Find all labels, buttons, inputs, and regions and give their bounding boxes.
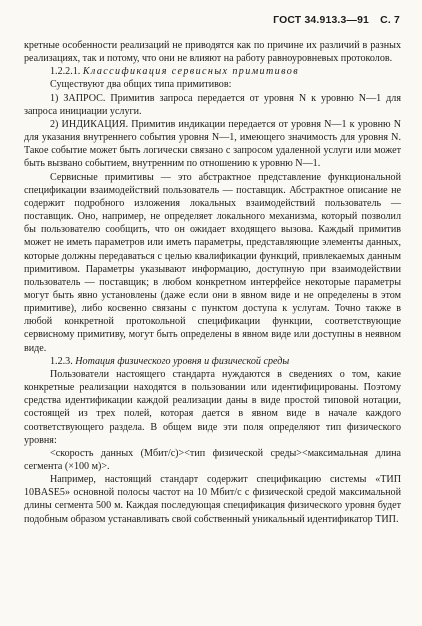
section-title: Нотация физического уровня и физической среды	[75, 355, 290, 367]
paragraph-two-types: Существуют два общих типа примитивов:	[50, 79, 232, 91]
section-number: 1.2.2.1.	[50, 66, 83, 78]
notation-formula: <скорость данных (Мбит/с)><тип физической среды><максимальная длина сегмента (×100 м)>.	[24, 447, 401, 472]
list-item-request: 1) ЗАПРОС. Примитив запроса передается от уровня N к уровню N—1 для запроса инициации услуги.	[24, 92, 401, 117]
list-item-indication: 2) ИНДИКАЦИЯ. Примитив индикации передается от уровня N—1 к уровню N для указания внутреннего события уровня N—1, имеющего значимость для уровня N. Такое событие может быть логически связано с запросом удаленной услуги или может быть вызвано событием, внутренним по отношению к уровню N—1.	[24, 118, 401, 170]
page-number: С. 7	[380, 15, 400, 26]
paragraph-service-primitives: Сервисные примитивы — это абстрактное представление функциональной спецификации взаимодействий пользователь — поставщик. Абстрактное описание не содержит подробного изложения локальных взаимодействий пользователь — поставщик. Оно, например, не определяет локального механизма, который позволил бы пользователю сообщить, что он ожидает входящего вызова. Каждый примитив может не иметь параметров или иметь параметры, представляющие элементы данных, которые должны передаваться с целью квалификации функций, привлекаемых данным примитивом. Параметры указывают информацию, доступную при взаимодействии пользователь — поставщик; в любом конкретном интерфейсе некоторые параметры могут быть явно установлены (даже если они в явном виде и не определены в этом примитиве), либо косвенно связаны с пунктом доступа к услугам. Точно также в любой конкретной протокольной спецификации функции, соответствующие сервисному примитиву, могут быть определены в явном виде или доступны в неявном виде.	[24, 171, 401, 354]
section-number: 1.2.3.	[50, 355, 76, 367]
standard-designation: ГОСТ 34.913.3—91	[273, 15, 370, 26]
page-header	[273, 14, 400, 27]
section-heading-notation	[24, 355, 401, 368]
paragraph-example: Например, настоящий стандарт содержит спецификацию системы «ТИП 10BASE5» основной полосы частот на 10 Мбит/с с физической средой максимальной длины сегмента 500 м. Каждая последующая спецификация физического уровня будет подобным образом устанавливать свой собственный уникальный идентификатор ТИП.	[24, 474, 401, 525]
paragraph-continuation: кретные особенности реализаций не приводятся как по причине их различий в разных реализациях, так и потому, что они не влияют на работу равноуровневых протоколов.	[24, 40, 401, 65]
section-title: Классификация сервисных примитивов	[82, 66, 300, 78]
body-text	[24, 39, 401, 526]
paragraph-users: Пользователи настоящего стандарта нуждаются в сведениях о том, какие конкретные реализации находятся в пользовании или идентифицированы. Поэтому средства идентификации каждой реализации даны в виде простой типовой нотации, состоящей из трех полей, которая дается в явном виде в начале каждого соответствующего раздела. В общем виде эти поля определяют тип физического уровня:	[24, 368, 401, 446]
section-heading-classification	[24, 65, 401, 78]
